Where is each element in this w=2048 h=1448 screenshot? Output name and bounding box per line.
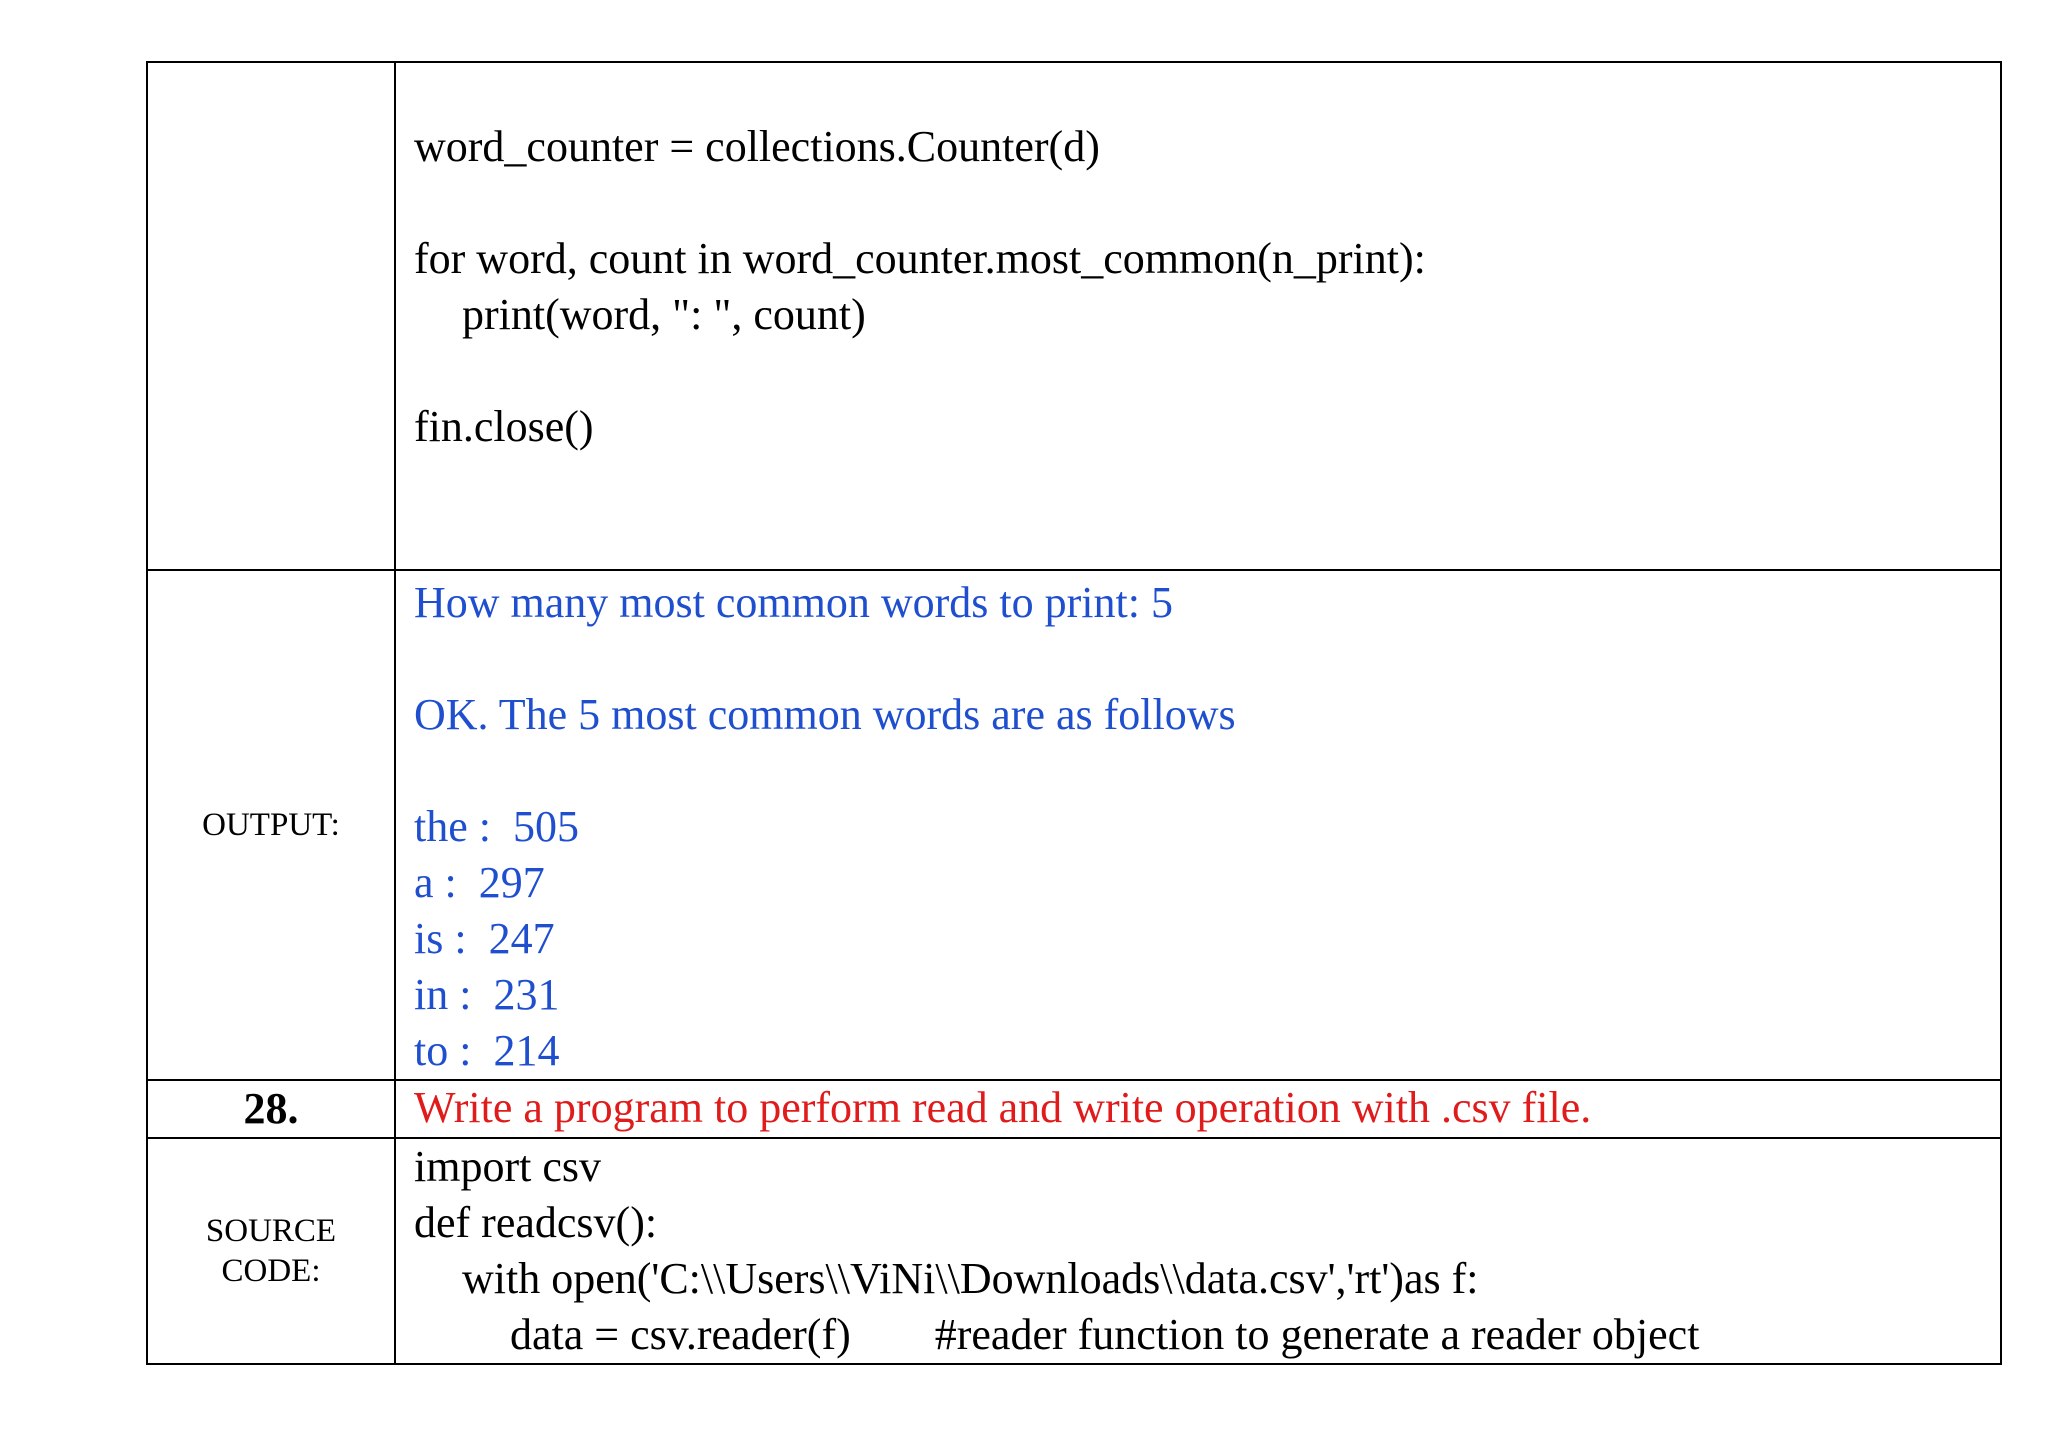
code-line: for word, count in word_counter.most_common(n_print):: [414, 234, 1426, 283]
source-line: def readcsv():: [414, 1198, 658, 1247]
code-continuation-cell: [395, 62, 2001, 570]
code-line: word_counter = collections.Counter(d): [414, 122, 1100, 171]
task-number: 28.: [147, 1080, 395, 1138]
output-prompt: How many most common words to print: 5: [414, 578, 1173, 627]
output-label: OUTPUT:: [147, 570, 395, 1080]
task-row: [147, 1080, 2001, 1138]
output-result-line: a : 297: [414, 858, 545, 907]
program-record-table: [146, 61, 2002, 1365]
output-row: [147, 570, 2001, 1080]
output-result-line: to : 214: [414, 1026, 560, 1075]
output-result-line: is : 247: [414, 914, 555, 963]
source-label-line: CODE:: [221, 1253, 321, 1289]
task-description: Write a program to perform read and write operation with .csv file.: [395, 1080, 2001, 1138]
source-code-cell: [395, 1138, 2001, 1364]
output-cell: [395, 570, 2001, 1080]
code-row: [147, 62, 2001, 570]
code-line: fin.close(): [414, 402, 594, 451]
source-statement: data = csv.reader(f): [510, 1310, 851, 1359]
output-result-line: the : 505: [414, 802, 579, 851]
source-row: [147, 1138, 2001, 1364]
output-message: OK. The 5 most common words are as follows: [414, 690, 1236, 739]
source-label: [147, 1138, 395, 1364]
output-result-line: in : 231: [414, 970, 560, 1019]
code-line: print(word, ": ", count): [462, 290, 866, 339]
source-label-line: SOURCE: [205, 1213, 337, 1249]
source-line: import csv: [414, 1142, 601, 1191]
source-comment: #reader function to generate a reader object: [934, 1310, 1700, 1359]
source-line-with-comment: [414, 1307, 2000, 1363]
source-line: with open('C:\\Users\\ViNi\\Downloads\\data.csv','rt')as f:: [462, 1254, 1479, 1303]
code-row-label: [147, 62, 395, 570]
